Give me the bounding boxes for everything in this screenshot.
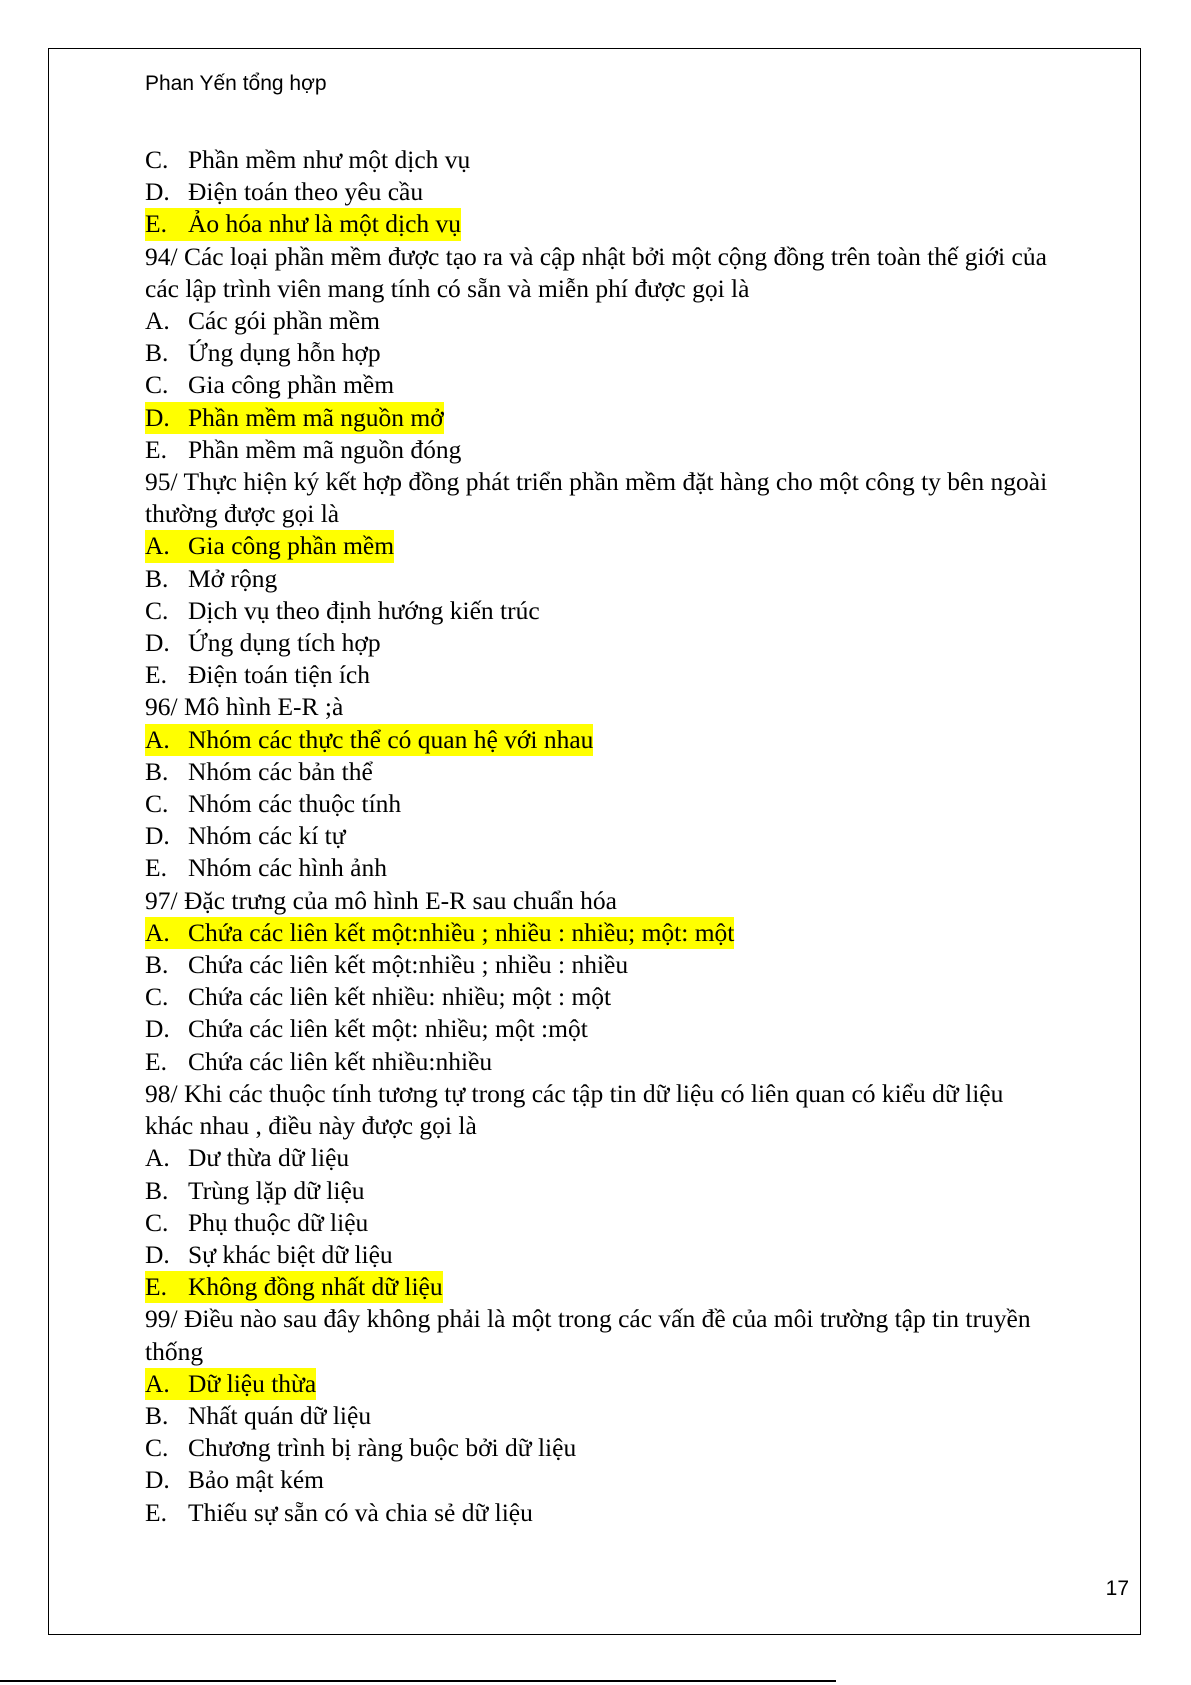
option-letter: E. — [145, 1272, 167, 1302]
option-letter: D. — [145, 1465, 170, 1495]
option-text: Nhóm các bản thể — [188, 756, 373, 786]
answer-option — [145, 820, 1050, 852]
answer-option — [145, 852, 1050, 884]
answer-option-correct — [145, 530, 1050, 562]
option-letter: C. — [145, 370, 169, 400]
answer-option — [145, 1175, 1050, 1207]
answer-option — [145, 1400, 1050, 1432]
answer-option — [145, 1432, 1050, 1464]
answer-option — [145, 434, 1050, 466]
option-letter: D. — [145, 177, 170, 207]
option-letter: D. — [145, 402, 170, 432]
question-text: 99/ Điều nào sau đây không phải là một trong các vấn đề của môi trường tập tin truyền thống — [145, 1304, 1031, 1366]
answer-option — [145, 627, 1050, 659]
answer-option — [145, 337, 1050, 369]
answer-option — [145, 1464, 1050, 1496]
option-letter: C. — [145, 789, 169, 819]
answer-option — [145, 659, 1050, 691]
option-letter: B. — [145, 563, 169, 593]
option-letter: A. — [145, 1368, 170, 1398]
option-text: Điện toán tiện ích — [188, 660, 370, 690]
option-letter: E. — [145, 209, 167, 239]
option-text: Ảo hóa như là một dịch vụ — [188, 209, 462, 239]
question-text: 94/ Các loại phần mềm được tạo ra và cập nhật bởi một cộng đồng trên toàn thế giới của các lập trình viên mang tính có sẵn và miễn phí được gọi là — [145, 241, 1047, 303]
answer-option — [145, 1497, 1050, 1529]
option-text: Dịch vụ theo định hướng kiến trúc — [188, 595, 540, 625]
answer-option — [145, 176, 1050, 208]
answer-option — [145, 1239, 1050, 1271]
option-letter: E. — [145, 434, 167, 464]
option-letter: E. — [145, 1497, 167, 1527]
answer-option-correct — [145, 402, 1050, 434]
answer-option-correct — [145, 1271, 1050, 1303]
answer-option — [145, 1046, 1050, 1078]
answer-option-correct — [145, 917, 1050, 949]
answer-option — [145, 788, 1050, 820]
option-text: Chứa các liên kết một:nhiều ; nhiều : nhiều; một: một — [188, 917, 735, 947]
document-body — [145, 144, 1050, 1529]
option-letter: A. — [145, 306, 170, 336]
option-text: Nhóm các thực thể có quan hệ với nhau — [188, 724, 594, 754]
option-text: Ứng dụng hỗn hợp — [188, 338, 381, 368]
option-text: Dữ liệu thừa — [188, 1368, 317, 1398]
option-text: Chứa các liên kết nhiều: nhiều; một : một — [188, 982, 612, 1012]
option-text: Nhóm các kí tự — [188, 821, 346, 851]
option-text: Phần mềm mã nguồn đóng — [188, 434, 462, 464]
option-text: Gia công phần mềm — [188, 370, 395, 400]
option-letter: A. — [145, 531, 170, 561]
answer-option — [145, 1142, 1050, 1174]
option-text: Điện toán theo yêu cầu — [188, 177, 424, 207]
option-text: Trùng lặp dữ liệu — [188, 1175, 365, 1205]
option-letter: A. — [145, 917, 170, 947]
option-letter: D. — [145, 628, 170, 658]
option-text: Phần mềm như một dịch vụ — [188, 145, 471, 174]
page-header: Phan Yến tổng hợp — [145, 72, 327, 95]
option-letter: C. — [145, 145, 169, 174]
answer-option — [145, 369, 1050, 401]
option-letter: E. — [145, 660, 167, 690]
option-text: Chứa các liên kết một: nhiều; một :một — [188, 1014, 588, 1044]
question-text: 98/ Khi các thuộc tính tương tự trong các tập tin dữ liệu có liên quan có kiểu dữ liệu khác nhau , điều này được gọi là — [145, 1078, 1004, 1141]
option-text: Chương trình bị ràng buộc bởi dữ liệu — [188, 1433, 577, 1463]
question-text: 97/ Đặc trưng của mô hình E-R sau chuẩn hóa — [145, 885, 617, 915]
answer-option — [145, 1013, 1050, 1045]
option-letter: B. — [145, 950, 169, 980]
option-text: Nhất quán dữ liệu — [188, 1400, 372, 1430]
answer-option — [145, 305, 1050, 337]
option-text: Dư thừa dữ liệu — [188, 1143, 350, 1173]
option-text: Ứng dụng tích hợp — [188, 628, 381, 658]
option-letter: C. — [145, 982, 169, 1012]
option-text: Phụ thuộc dữ liệu — [188, 1207, 369, 1237]
option-letter: C. — [145, 1433, 169, 1463]
option-letter: E. — [145, 853, 167, 883]
option-text: Gia công phần mềm — [188, 531, 395, 561]
option-text: Mở rộng — [188, 563, 278, 593]
option-text: Phần mềm mã nguồn mở — [188, 402, 444, 432]
option-letter: B. — [145, 1400, 169, 1430]
answer-option — [145, 563, 1050, 595]
option-letter: E. — [145, 1046, 167, 1076]
option-letter: D. — [145, 821, 170, 851]
option-text: Thiếu sự sẵn có và chia sẻ dữ liệu — [188, 1497, 533, 1527]
answer-option — [145, 144, 1050, 176]
option-letter: D. — [145, 1239, 170, 1269]
option-letter: A. — [145, 1143, 170, 1173]
option-letter: C. — [145, 595, 169, 625]
answer-option-correct — [145, 1368, 1050, 1400]
page-number: 17 — [1105, 1577, 1129, 1600]
option-text: Chứa các liên kết một:nhiều ; nhiều : nhiều — [188, 950, 629, 980]
option-text: Sự khác biệt dữ liệu — [188, 1239, 393, 1269]
option-text: Không đồng nhất dữ liệu — [188, 1272, 443, 1302]
answer-option — [145, 949, 1050, 981]
option-letter: D. — [145, 1014, 170, 1044]
option-text: Chứa các liên kết nhiều:nhiều — [188, 1046, 493, 1076]
option-letter: B. — [145, 338, 169, 368]
answer-option — [145, 756, 1050, 788]
bottom-rule — [0, 1680, 836, 1682]
answer-option-correct — [145, 208, 1050, 240]
option-letter: B. — [145, 756, 169, 786]
question-text: 95/ Thực hiện ký kết hợp đồng phát triển phần mềm đặt hàng cho một công ty bên ngoài thường được gọi là — [145, 467, 1048, 529]
option-text: Bảo mật kém — [188, 1465, 324, 1495]
option-text: Nhóm các thuộc tính — [188, 789, 402, 819]
question-text: 96/ Mô hình E-R ;à — [145, 692, 344, 722]
answer-option — [145, 595, 1050, 627]
option-letter: C. — [145, 1207, 169, 1237]
answer-option-correct — [145, 724, 1050, 756]
answer-option — [145, 981, 1050, 1013]
answer-option — [145, 1207, 1050, 1239]
option-letter: A. — [145, 724, 170, 754]
option-letter: B. — [145, 1175, 169, 1205]
option-text: Nhóm các hình ảnh — [188, 853, 387, 883]
option-text: Các gói phần mềm — [188, 306, 380, 336]
